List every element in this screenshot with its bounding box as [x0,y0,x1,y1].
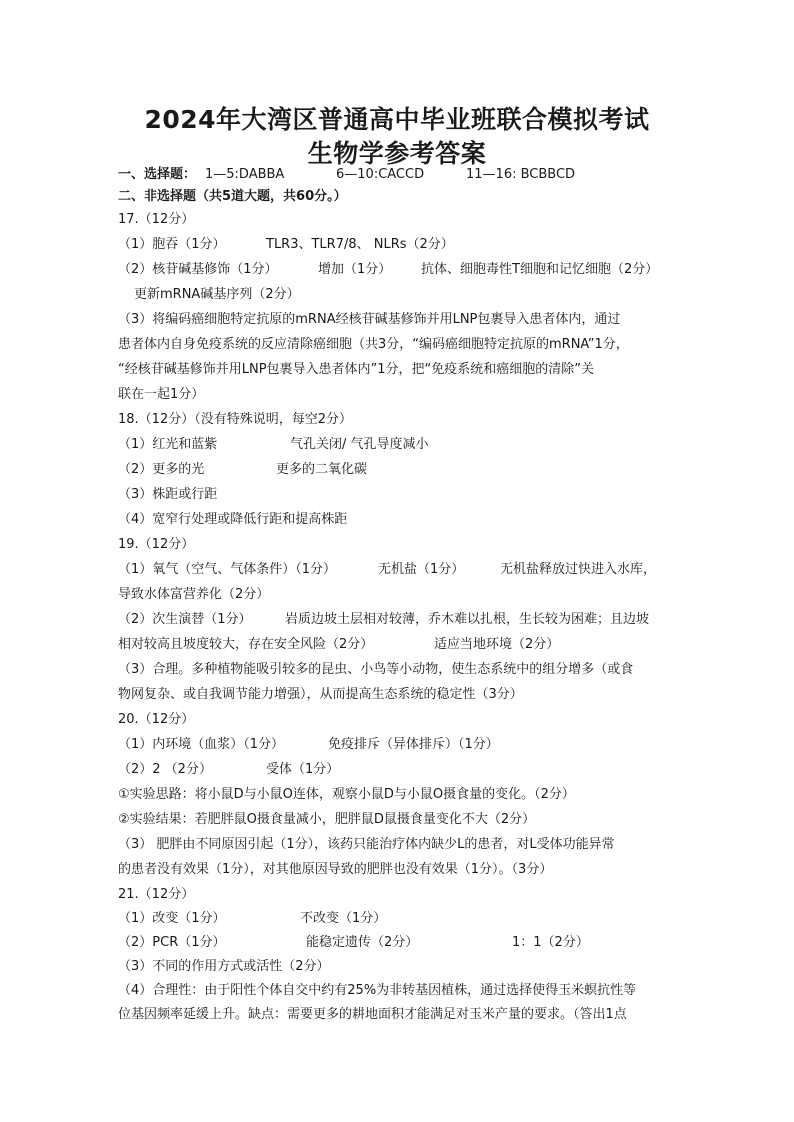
section-nonchoice-label: 二、非选择题（共5道大题，共60分。） [118,189,347,204]
answer-6-10: 6—10:CACCD [336,167,425,182]
section-choice-label: 一、选择题： [118,167,197,182]
document-title: 2024年大湾区普通高中毕业班联合模拟考试 [144,105,650,134]
answer-1-5: 1—5:DABBA [205,167,285,182]
answer-11-16: 11—16: BCBBCD [466,167,576,182]
document-subtitle: 生物学参考答案 [307,139,487,168]
